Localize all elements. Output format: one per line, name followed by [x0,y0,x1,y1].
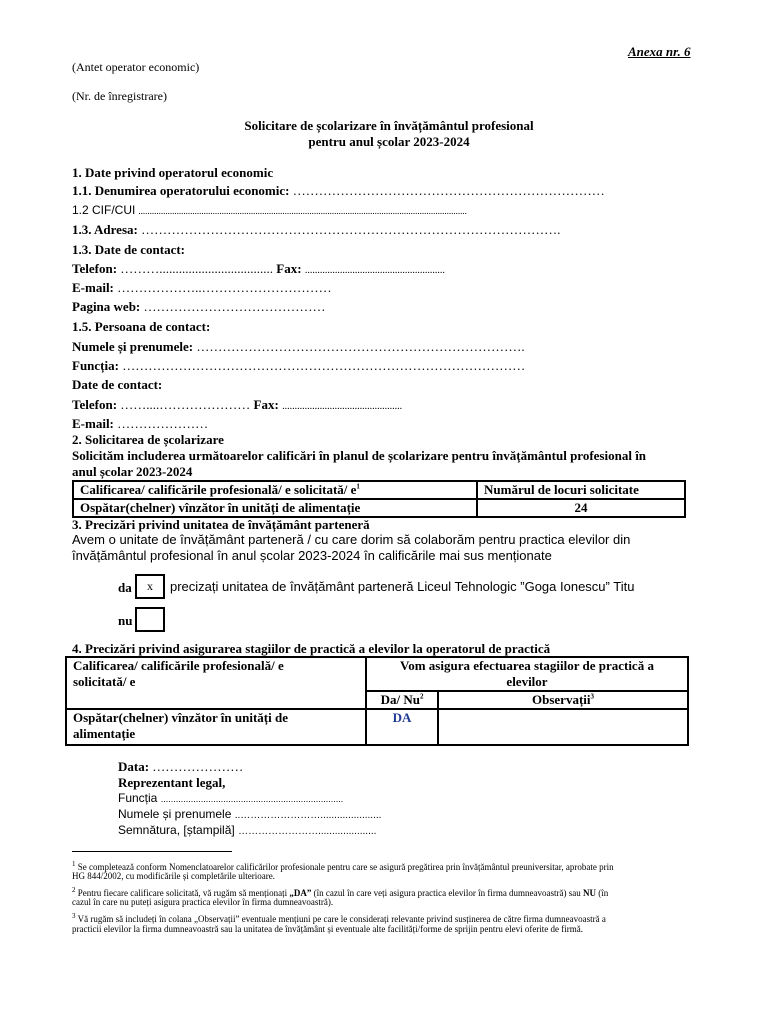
fullname-label: Numele și prenumele: [72,339,194,354]
contact-person-heading: 1.5. Persoana de contact: [72,319,211,334]
rep-signature-field[interactable]: ……………………..................... [238,826,377,837]
yes-no-cell[interactable]: DA [366,709,438,745]
website-label: Pagina web: [72,299,141,314]
document-title: Solicitare de școlarizare în învățământul profesional [244,118,534,133]
section4-heading: 4. Precizări privind asigurarea stagiilor de practică a elevilor la operatorul de practică [72,641,551,656]
rep-signature-label: Semnătura, [ștampilă] [118,823,235,837]
table-header-row [66,657,688,691]
date-field[interactable]: ………………… [152,759,244,774]
qualification-cell[interactable]: Ospătar(chelner) vînzător în unități de alimentație [73,499,477,517]
observations-header: Observații$^3$ [438,691,688,709]
operator-name-label: 1.1. Denumirea operatorului economic: [72,183,290,198]
cif-row [72,203,467,218]
phone-field[interactable]: ………................................... [120,261,274,276]
section1-heading: 1. Date privind operatorul economic [72,165,274,180]
date-row [118,759,243,775]
rep-function-field[interactable]: ......................................................................... [160,794,344,804]
rep-function-row [118,791,343,805]
phone2-field[interactable]: ……....………………… [120,397,251,412]
observations-cell[interactable] [438,709,688,745]
fax-label: Fax: [276,261,302,276]
footnote-3-line1: $^3$ Vă rugăm să includeți în colana „Observații” eventuale mențiuni pe care le considerați relevante privind susținerea de către firma dumneavoastră a [72,912,606,924]
email-label: E-mail: [72,280,114,295]
footnote-2-line1: $^2$ Pentru fiecare calificare solicitată, vă rugăm să menționați „DA” (în cazul în care veți asigura practica elevilor în firma dumneavoastră) sau NU (în [72,886,609,898]
legal-rep-label: Reprezentant legal, [118,775,226,790]
table-row [66,709,688,745]
phone2-label: Telefon: [72,397,118,412]
contact-heading: 1.3. Date de contact: [72,242,185,257]
section2-heading: 2. Solicitarea de școlarizare [72,432,224,447]
internship-table [65,656,689,746]
partner-school-text: precizați unitatea de învățământ parteneră Liceul Tehnologic ”Goga Ionescu” Titu [170,579,635,594]
date-label: Data: [118,759,150,774]
cif-label: 1.2 CIF/CUI [72,203,136,217]
internship-qualification-header: Calificarea/ calificările profesională/ e solicitată/ e [66,657,366,709]
email2-field[interactable]: ………………… [117,416,209,431]
website-row [72,299,326,315]
address-row [72,222,560,238]
rep-name-row [118,807,381,821]
section2-intro-line2: anul școlar 2023-2024 [72,464,193,479]
email-field[interactable]: ………………..………………………… [117,280,332,295]
operator-name-row [72,183,605,199]
fullname-field[interactable]: …………………………………………………………………. [196,339,525,354]
section3-heading: 3. Precizări privind unitatea de învățământ parteneră [72,517,370,532]
address-label: 1.3. Adresa: [72,222,138,237]
fax2-field[interactable]: ................................................ [282,401,403,412]
internship-qualification-cell[interactable]: Ospătar(chelner) vînzător în unități de alimentație [66,709,366,745]
places-cell[interactable]: 24 [477,499,685,517]
phone2-fax2-row [72,397,402,413]
footnote-1-line1: $^1$ Se completează conform Nomenclatoarelor calificărilor profesionale pentru care se asigură pregătirea prin învățământul preuniversitar, aprobate prin [72,860,614,872]
phone-label: Telefon: [72,261,118,276]
qualification-column-header: Calificarea/ calificările profesională/ e solicitată/ $e^1$ [73,481,477,499]
no-checkbox[interactable] [135,607,165,632]
registration-number-placeholder: (Nr. de înregistrare) [72,89,167,103]
operator-name-field[interactable]: ……………………………………………………………… [292,183,605,198]
website-field[interactable]: …………………………………… [143,299,326,314]
footnote-3-line2: practicii elevilor la firma dumneavoastră sau la unitatea de învățământ și eventuale alte facilități/forme de sprijin pentru elevi oferite de firmă. [72,924,584,934]
footnote-1-line2: HG 844/2002, cu modificările și completările ulterioare. [72,871,275,881]
rep-name-field[interactable]: ..……………………...................... [234,810,382,821]
table-header-row [73,481,685,499]
company-letterhead-placeholder: (Antet operator economic) [72,60,200,74]
email2-label: E-mail: [72,416,114,431]
places-column-header: Numărul de locuri solicitate [477,481,685,499]
no-label: nu [118,613,133,628]
section3-line2: învățământul profesional în anul școlar 2023-2024 în calificările mai sus menționate [72,548,552,563]
rep-signature-row [118,823,376,837]
contact2-heading: Date de contact: [72,377,163,392]
internship-commitment-header: Vom asigura efectuarea stagiilor de practică a elevilor [366,657,688,691]
function-field[interactable]: ………………………………………………………………………………… [122,358,526,373]
yes-label: da [118,580,132,595]
footnote-2-line2: cazul în care nu puteți asigura practica elevilor în firma dumneavoastră). [72,897,334,907]
yes-no-header: Da/ Nu$^2$ [366,691,438,709]
section3-line1: Avem o unitate de învățământ parteneră / cu care dorim să colaborăm pentru practica elevilor din [72,532,631,547]
email-row [72,280,332,296]
fax-field[interactable]: ........................................................ [304,265,445,276]
rep-function-label: Funcția [118,791,158,805]
function-row [72,358,525,374]
section2-intro-line1: Solicităm includerea următoarelor calificări în planul de școlarizare pentru învățământul profesional în [72,448,647,463]
table-row [73,499,685,517]
annex-number: Anexa nr. 6 [628,44,691,59]
address-field[interactable]: ……………………………………………………………………………………. [141,222,561,237]
fullname-row [72,339,525,355]
phone-fax-row [72,261,445,277]
footnote-divider [72,851,232,852]
fax2-label: Fax: [253,397,279,412]
email2-row [72,416,208,432]
qualifications-table [72,480,686,518]
document-subtitle: pentru anul școlar 2023-2024 [308,134,470,149]
yes-checkbox[interactable]: x [135,574,165,599]
rep-name-label: Numele și prenumele [118,807,232,821]
cif-field[interactable]: .................................................................................................................................................. [138,206,467,216]
function-label: Funcția: [72,358,119,373]
